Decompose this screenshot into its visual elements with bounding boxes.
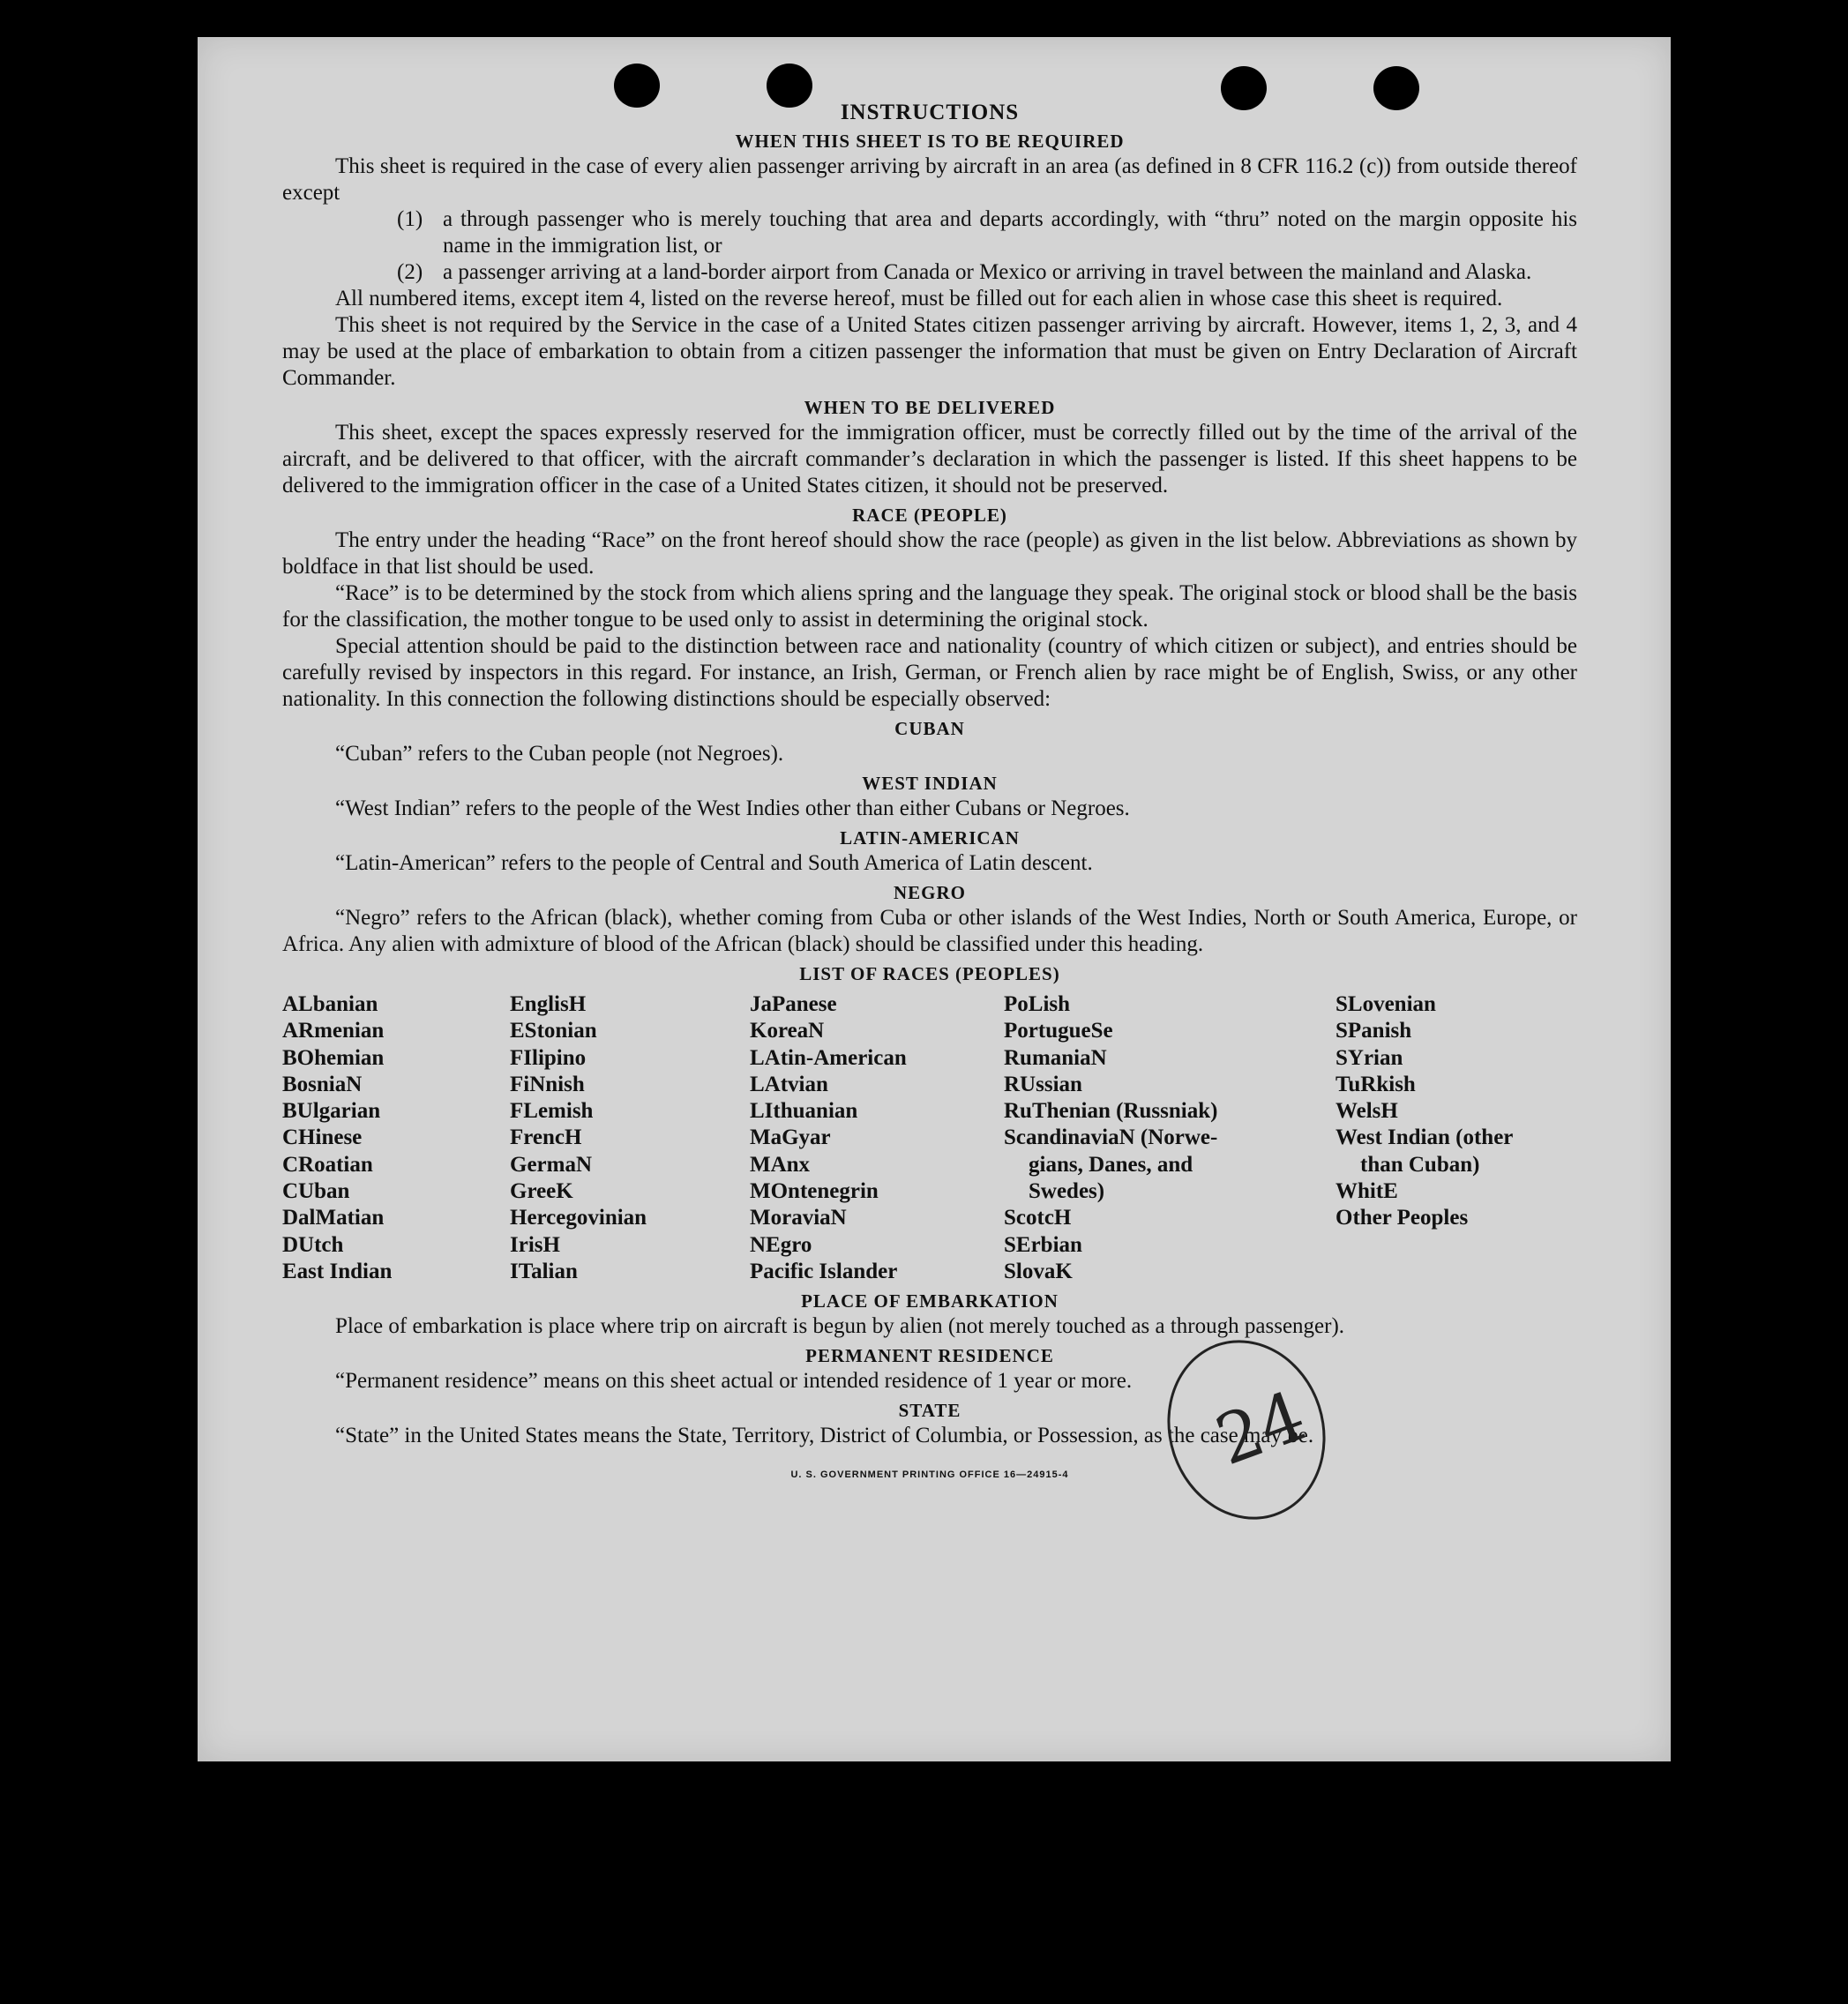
race-item: PoLish bbox=[1004, 992, 1071, 1016]
section-heading: WEST INDIAN bbox=[862, 773, 998, 794]
paragraph: “Permanent residence” means on this sheet actual or intended residence of 1 year or more. bbox=[335, 1369, 1133, 1394]
race-item: MoraviaN bbox=[750, 1206, 847, 1230]
race-item: JaPanese bbox=[750, 992, 837, 1016]
race-item: ScotcH bbox=[1004, 1206, 1072, 1230]
race-item: WhitE bbox=[1335, 1179, 1398, 1204]
race-item: EStonian bbox=[510, 1019, 597, 1043]
race-item: ALbanian bbox=[282, 992, 378, 1016]
section-heading: NEGRO bbox=[893, 882, 966, 903]
paragraph: “State” in the United States means the State, Territory, District of Columbia, or Possession, as the case may be. bbox=[335, 1424, 1314, 1448]
list-item bbox=[397, 259, 1577, 286]
race-item: NEgro bbox=[750, 1232, 812, 1257]
race-item: CHinese bbox=[282, 1125, 363, 1150]
section-heading: PERMANENT RESIDENCE bbox=[805, 1345, 1054, 1367]
race-item: SlovaK bbox=[1004, 1259, 1073, 1283]
race-item: EnglisH bbox=[510, 992, 587, 1016]
race-item: LAtin-American bbox=[750, 1045, 907, 1070]
paragraph: Special attention should be paid to the distinction between race and nationality (country of which citizen or subject), and entries should be carefully revised by inspectors in this regard. For instance, an Irish, German, or French alien by race might be of English, Swiss, or any other nationality. In this connection the following distinctions should be especially observed: bbox=[282, 634, 1577, 711]
race-item: KoreaN bbox=[750, 1019, 825, 1043]
race-item: RuThenian (Russniak) bbox=[1004, 1099, 1218, 1124]
race-item: ScandinaviaN (Norwe- bbox=[1004, 1125, 1218, 1150]
race-item: BUlgarian bbox=[282, 1099, 381, 1124]
race-column bbox=[510, 991, 750, 1285]
race-item: SPanish bbox=[1335, 1019, 1412, 1043]
race-item: IrisH bbox=[510, 1232, 560, 1257]
race-item-continued: Swedes) bbox=[1029, 1179, 1105, 1204]
section-heading: LATIN-AMERICAN bbox=[840, 827, 1020, 849]
race-list bbox=[282, 991, 1577, 1285]
race-item: Pacific Islander bbox=[750, 1259, 898, 1283]
printer-imprint: U. S. GOVERNMENT PRINTING OFFICE 16—24915-4 bbox=[790, 1469, 1069, 1481]
race-item: Other Peoples bbox=[1335, 1206, 1469, 1230]
paragraph: The entry under the heading “Race” on the front hereof should show the race (people) as given in the list below. Abbreviations as shown by boldface in that list should be used. bbox=[282, 528, 1577, 579]
race-item: CUban bbox=[282, 1179, 350, 1204]
race-item: ARmenian bbox=[282, 1019, 385, 1043]
race-item: CRoatian bbox=[282, 1152, 373, 1177]
race-item: FIlipino bbox=[510, 1045, 587, 1070]
race-item: GreeK bbox=[510, 1179, 573, 1204]
race-item: Hercegovinian bbox=[510, 1206, 647, 1230]
race-item: SYrian bbox=[1335, 1045, 1403, 1070]
race-item: LIthuanian bbox=[750, 1099, 858, 1124]
race-item: GermaN bbox=[510, 1152, 593, 1177]
section-heading: LIST OF RACES (PEOPLES) bbox=[799, 963, 1060, 984]
paragraph: “Race” is to be determined by the stock from which aliens spring and the language they speak. The original stock or blood shall be the basis for the classification, the mother tongue to be used only to assist in determining the original stock. bbox=[282, 581, 1577, 632]
race-item: PortugueSe bbox=[1004, 1019, 1113, 1043]
race-item: East Indian bbox=[282, 1259, 393, 1283]
item-text: a through passenger who is merely touching that area and departs accordingly, with “thru” noted on the margin opposite his name in the immigration list, or bbox=[443, 207, 1577, 258]
section-heading: RACE (PEOPLE) bbox=[852, 505, 1007, 526]
race-column bbox=[750, 991, 1004, 1285]
page-title: INSTRUCTIONS bbox=[840, 101, 1020, 124]
instructions-body bbox=[282, 97, 1577, 1488]
race-item: BosniaN bbox=[282, 1072, 363, 1096]
paragraph: “Negro” refers to the African (black), whether coming from Cuba or other islands of the West Indies, North or South America, Europe, or Africa. Any alien with admixture of blood of the African (black) should be classified under this heading. bbox=[282, 906, 1577, 956]
race-item-continued: gians, Danes, and bbox=[1029, 1152, 1193, 1177]
race-item: DUtch bbox=[282, 1232, 344, 1257]
paragraph: All numbered items, except item 4, listed on the reverse hereof, must be filled out for each alien in whose case this sheet is required. bbox=[335, 287, 1503, 310]
race-item: RumaniaN bbox=[1004, 1045, 1107, 1070]
section-heading: WHEN TO BE DELIVERED bbox=[804, 397, 1056, 418]
race-item: ITalian bbox=[510, 1259, 578, 1283]
race-item: BOhemian bbox=[282, 1045, 385, 1070]
list-item bbox=[397, 206, 1577, 259]
paragraph: “Cuban” refers to the Cuban people (not Negroes). bbox=[335, 742, 784, 766]
race-item: WelsH bbox=[1335, 1099, 1398, 1124]
paragraph: “Latin-American” refers to the people of Central and South America of Latin descent. bbox=[335, 851, 1093, 875]
race-item: LAtvian bbox=[750, 1072, 828, 1096]
race-item: MOntenegrin bbox=[750, 1179, 879, 1204]
race-item: FiNnish bbox=[510, 1072, 585, 1096]
item-number: (2) bbox=[397, 260, 423, 284]
item-text: a passenger arriving at a land-border airport from Canada or Mexico or arriving in travel between the mainland and Alaska. bbox=[443, 260, 1532, 284]
section-heading: CUBAN bbox=[894, 718, 965, 739]
handwritten-number: 24 bbox=[1206, 1376, 1316, 1482]
race-item: DalMatian bbox=[282, 1206, 385, 1230]
race-item: RUssian bbox=[1004, 1072, 1082, 1096]
paragraph: “West Indian” refers to the people of the West Indies other than either Cubans or Negroes. bbox=[335, 796, 1130, 820]
section-heading: WHEN THIS SHEET IS TO BE REQUIRED bbox=[735, 131, 1125, 152]
section-heading: STATE bbox=[898, 1400, 961, 1422]
section-heading: PLACE OF EMBARKATION bbox=[801, 1290, 1059, 1312]
race-item-continued: than Cuban) bbox=[1360, 1152, 1480, 1177]
paragraph: This sheet is required in the case of every alien passenger arriving by aircraft in an area (as defined in 8 CFR 116.2 (c)) from outside thereof except bbox=[282, 154, 1577, 205]
paragraph: Place of embarkation is place where trip on aircraft is begun by alien (not merely touched as a through passenger). bbox=[335, 1314, 1345, 1339]
item-number: (1) bbox=[397, 207, 423, 231]
race-item: West Indian (other bbox=[1335, 1125, 1514, 1150]
race-item: MaGyar bbox=[750, 1125, 831, 1150]
race-column bbox=[1004, 991, 1335, 1285]
race-item: SLovenian bbox=[1335, 992, 1436, 1016]
race-item: TuRkish bbox=[1335, 1072, 1416, 1096]
race-item: MAnx bbox=[750, 1152, 811, 1177]
paragraph: This sheet, except the spaces expressly reserved for the immigration officer, must be correctly filled out by the time of the arrival of the aircraft, and be delivered to that officer, with the aircraft commander’s declaration in which the passenger is listed. If this sheet happens to be delivered to the immigration officer in the case of a United States citizen, it should not be preserved. bbox=[282, 421, 1577, 497]
race-column bbox=[1335, 991, 1577, 1285]
race-item: FrencH bbox=[510, 1125, 582, 1150]
race-column bbox=[282, 991, 510, 1285]
paragraph: This sheet is not required by the Service in the case of a United States citizen passenger arriving by aircraft. However, items 1, 2, 3, and 4 may be used at the place of embarkation to obtain from a citizen passenger the information that must be given on Entry Declaration of Aircraft Commander. bbox=[282, 313, 1577, 390]
race-item: SErbian bbox=[1004, 1232, 1082, 1257]
race-item: FLemish bbox=[510, 1099, 594, 1124]
